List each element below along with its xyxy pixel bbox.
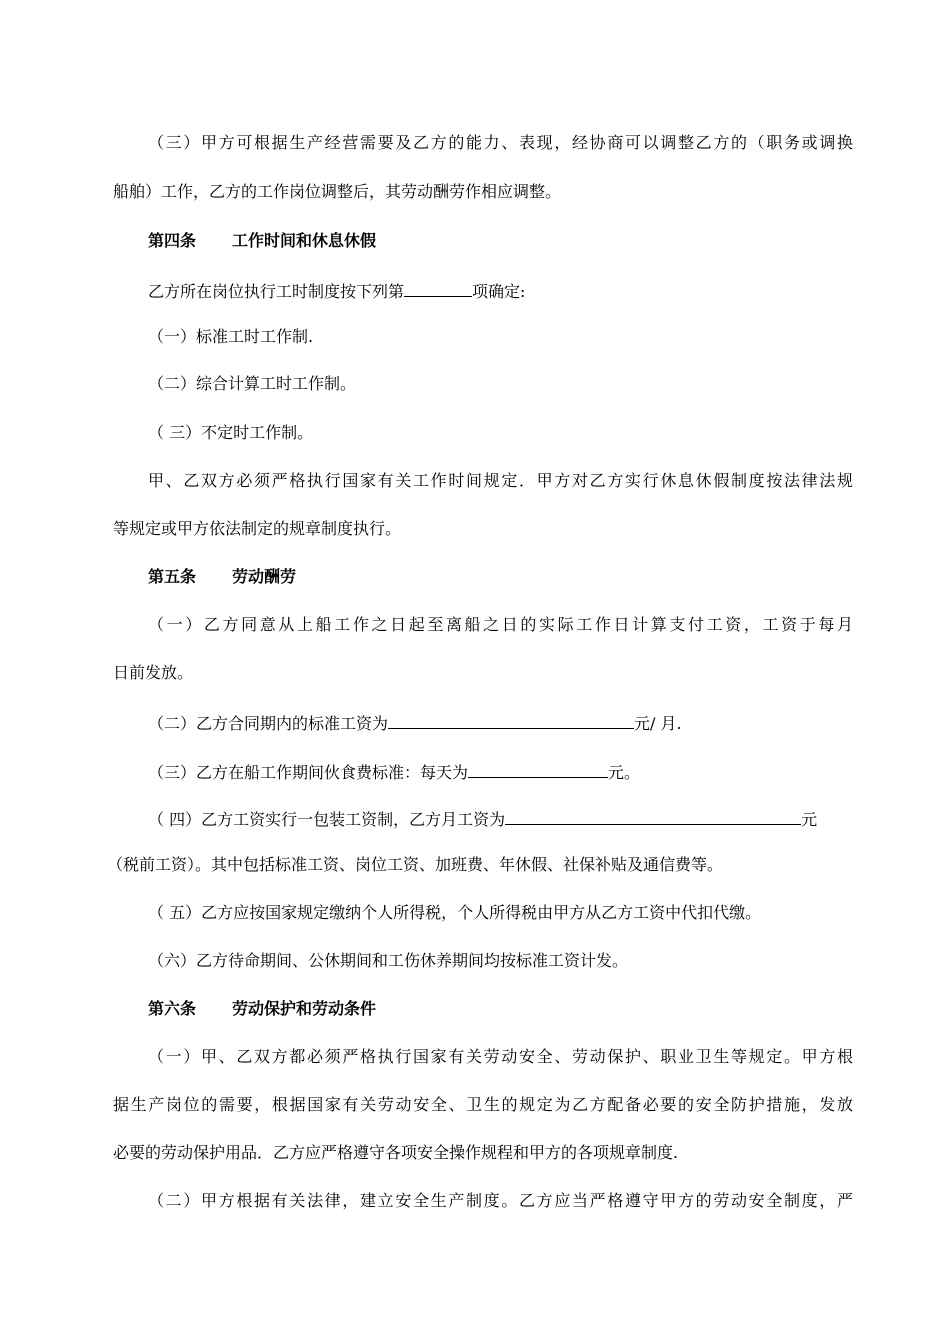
article-number: 第五条 [148,567,197,586]
text-segment: 元 [801,810,818,829]
list-item: （二）综合计算工时工作制。 [148,374,357,393]
text-segment: （ 四）乙方工资实行一包装工资制，乙方月工资为 [148,810,506,829]
list-item: （ 三）不定时工作制。 [148,423,314,442]
text-segment: 元。 [608,763,641,782]
fill-in-blank[interactable] [505,807,801,825]
paragraph-line [148,807,853,830]
article-number: 第六条 [148,999,197,1018]
article-title: 劳动保护和劳动条件 [232,999,377,1018]
paragraph-line: 据生产岗位的需要，根据国家有关劳动安全、卫生的规定为乙方配备必要的安全防护措施，发放 [113,1095,853,1114]
text-segment: （二）乙方合同期内的标准工资为 [148,714,389,733]
text-segment: （三）乙方在船工作期间伙食费标准：每天为 [148,763,469,782]
list-item: （一）标准工时工作制. [148,327,314,346]
paragraph-line: 必要的劳动保护用品．乙方应严格遵守各项安全操作规程和甲方的各项规章制度. [113,1143,679,1162]
text-segment: 项确定: [472,282,526,301]
paragraph-line: 日前发放。 [113,663,194,682]
text-segment: 乙方所在岗位执行工时制度按下列第 [148,282,405,301]
article-heading [148,231,853,251]
article-number: 第四条 [148,231,197,250]
article-title: 工作时间和休息休假 [232,231,377,250]
paragraph-line [148,711,853,734]
list-item: （六）乙方待命期间、公休期间和工伤休养期间均按标准工资计发。 [148,951,629,970]
fill-in-blank[interactable] [404,279,472,297]
paragraph-line: 等规定或甲方依法制定的规章制度执行。 [113,519,402,538]
paragraph-line: 甲、乙双方必须严格执行国家有关工作时间规定．甲方对乙方实行休息休假制度按法律法规 [148,471,853,490]
paragraph-line: （一）甲、乙双方都必须严格执行国家有关劳动安全、劳动保护、职业卫生等规定。甲方根 [148,1047,853,1066]
paragraph-line [148,760,853,783]
paragraph-line: （一）乙方同意从上船工作之日起至离船之日的实际工作日计算支付工资，工资于每月 [148,615,853,634]
article-title: 劳动酬劳 [232,567,297,586]
fill-in-blank[interactable] [468,760,608,778]
paragraph-line: 船舶）工作，乙方的工作岗位调整后，其劳动酬劳作相应调整。 [113,182,562,201]
article-heading [148,567,853,587]
paragraph-line: （二）甲方根据有关法律，建立安全生产制度。乙方应当严格遵守甲方的劳动安全制度，严 [148,1191,853,1210]
paragraph-line [148,279,853,302]
paragraph-line: （三）甲方可根据生产经营需要及乙方的能力、表现，经协商可以调整乙方的（职务或调换 [148,133,853,152]
text-segment: 元/ 月. [634,714,682,733]
fill-in-blank[interactable] [388,711,634,729]
list-item: （ 五）乙方应按国家规定缴纳个人所得税，个人所得税由甲方从乙方工资中代扣代缴。 [148,903,762,922]
article-heading [148,999,853,1019]
paragraph-line: （税前工资）。其中包括标准工资、岗位工资、加班费、年休假、社保补贴及通信费等。 [107,855,724,874]
